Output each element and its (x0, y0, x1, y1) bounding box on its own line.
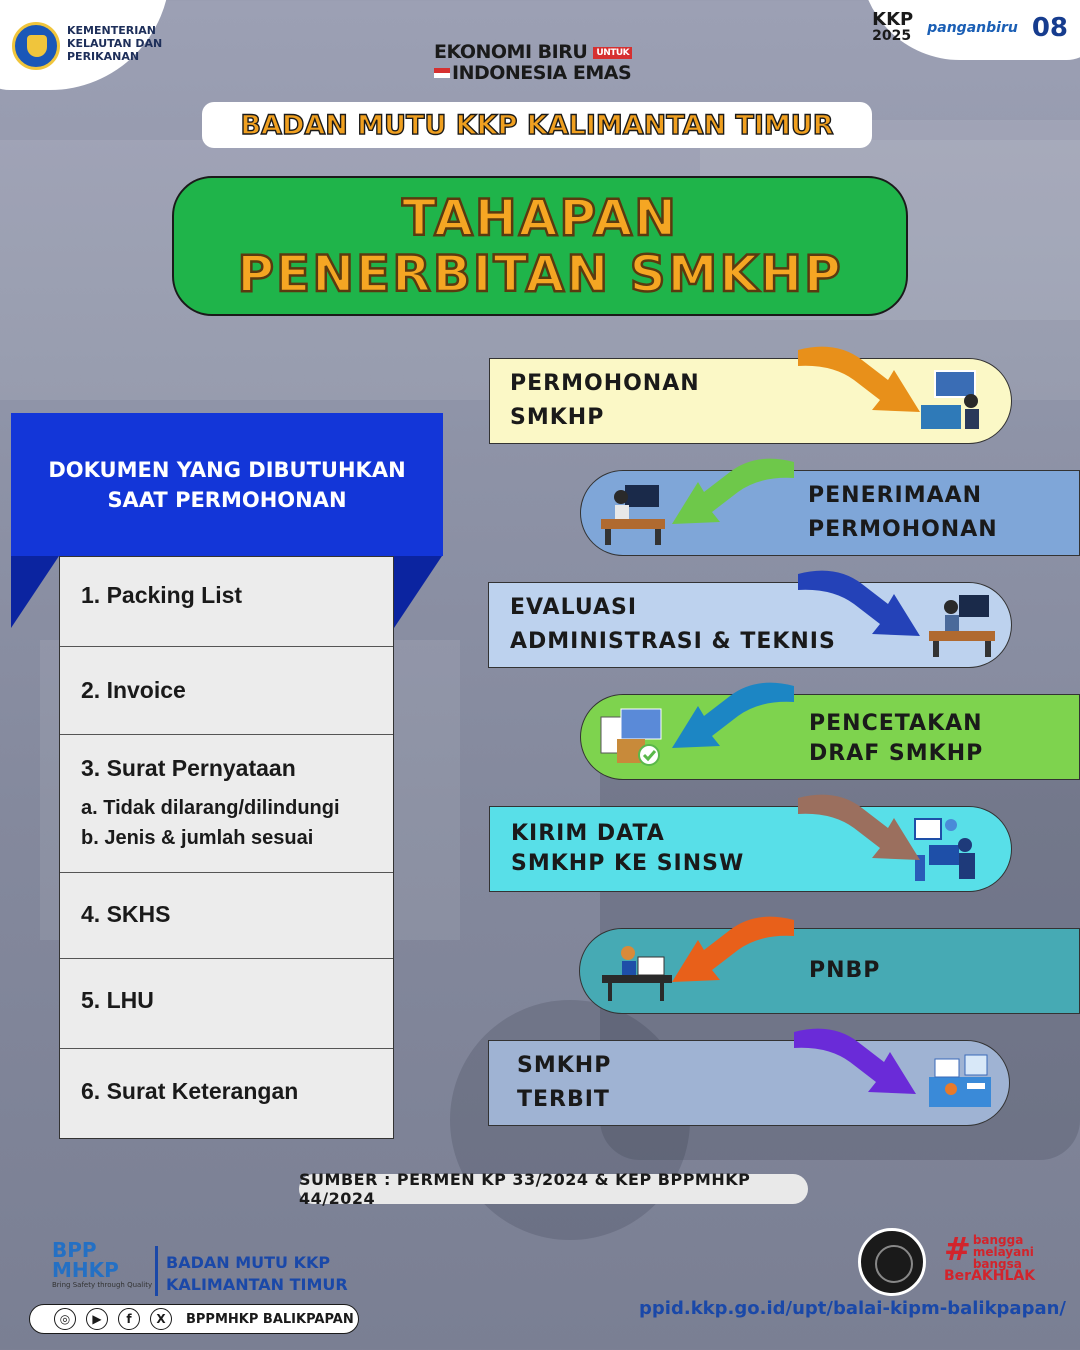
social-handle[interactable]: BPPMHKP BALIKPAPAN (186, 1311, 354, 1327)
arrow-step3-icon (796, 564, 926, 640)
list-item-label: 6. Surat Keterangan (81, 1078, 299, 1104)
ribbon-fold-right (394, 556, 442, 628)
zona-integritas-badge-icon (858, 1228, 926, 1296)
ministry-name: KEMENTERIAN KELAUTAN DAN PERIKANAN (67, 24, 163, 63)
step-kirim-data (489, 806, 1012, 892)
step-label: PNBP (809, 958, 881, 983)
step-evaluasi (488, 582, 1012, 668)
title-line1: TAHAPAN (401, 189, 679, 247)
step-pnbp (579, 928, 1080, 1014)
office-desk-icon (595, 479, 673, 549)
list-item (60, 959, 393, 1049)
youtube-icon[interactable]: ▶ (86, 1308, 108, 1330)
arrow-step1-icon (796, 340, 926, 416)
step-permohonan (489, 358, 1012, 444)
panganbiru-logo: panganbiru (927, 20, 1018, 36)
source-note: SUMBER : PERMEN KP 33/2024 & KEP BPPMHKP 44/2024 (299, 1174, 808, 1204)
x-icon[interactable]: X (150, 1308, 172, 1330)
step-label: PENERIMAAN PERMOHONAN (808, 483, 998, 542)
website-link[interactable]: ppid.kkp.go.id/upt/balai-kipm-balikpapan/ (639, 1298, 1066, 1319)
footer-office-name: BADAN MUTU KKP KALIMANTAN TIMUR (166, 1253, 348, 1294)
ministry-emblem-icon (12, 22, 60, 70)
list-item (60, 557, 393, 647)
step-label: SMKHP TERBIT (517, 1053, 612, 1112)
berakhlak-logo: # bangga melayani bangsa BerAKHLAK (944, 1230, 1036, 1284)
payment-desk-icon (598, 937, 676, 1007)
list-item-label: 2. Invoice (81, 677, 186, 703)
instagram-icon[interactable]: ◎ (54, 1308, 76, 1330)
list-item (60, 873, 393, 959)
documents-heading (11, 413, 443, 556)
footer-divider (155, 1246, 158, 1296)
list-item (60, 1049, 393, 1140)
o8-logo: 08 (1031, 13, 1068, 43)
title-line2: PENERBITAN SMKHP (237, 245, 843, 303)
documents-heading-line1: DOKUMEN YANG DIBUTUHKAN (48, 457, 406, 482)
arrow-step6-icon (666, 910, 796, 986)
step-label: KIRIM DATA SMKHP KE SINSW (511, 821, 745, 876)
facebook-icon[interactable]: f (118, 1308, 140, 1330)
arrow-step5-icon (796, 788, 926, 864)
list-subitem: a. Tidak dilarang/dilindungi (81, 797, 340, 819)
flag-icon (434, 68, 450, 78)
step-penerimaan (580, 470, 1080, 556)
arrow-step2-icon (666, 452, 796, 528)
arrow-step4-icon (666, 676, 796, 752)
list-item-label: 4. SKHS (81, 901, 171, 927)
worker-desk-icon (923, 591, 1001, 661)
documents-check-icon (595, 703, 673, 773)
ekonomi-biru-logo: EKONOMI BIRU UNTUK INDONESIA EMAS (434, 41, 632, 84)
list-item (60, 735, 393, 873)
list-item (60, 647, 393, 735)
social-media-bar (29, 1304, 359, 1334)
list-subitem: b. Jenis & jumlah sesuai (81, 827, 314, 849)
issued-certificate-icon (921, 1049, 999, 1119)
page-title (172, 176, 908, 316)
step-label: PENCETAKAN DRAF SMKHP (809, 711, 984, 766)
arrow-step7-icon (792, 1022, 922, 1098)
ribbon-fold-left (11, 556, 59, 628)
office-banner (202, 102, 872, 148)
partner-logos (872, 9, 1068, 44)
bppmhkp-logo: BPP MHKP Bring Safety through Quality (52, 1238, 153, 1289)
documents-list (59, 556, 394, 1139)
list-item-label: 1. Packing List (81, 582, 243, 608)
step-label: EVALUASI ADMINISTRASI & TEKNIS (510, 595, 836, 654)
documents-heading-line2: SAAT PERMOHONAN (107, 487, 347, 512)
list-item-label: 5. LHU (81, 987, 154, 1013)
list-item-label: 3. Surat Pernyataan (81, 755, 296, 781)
step-label: PERMOHONAN SMKHP (510, 371, 700, 430)
step-smkhp-terbit (488, 1040, 1010, 1126)
office-banner-text: BADAN MUTU KKP KALIMANTAN TIMUR (240, 109, 834, 141)
step-pencetakan (580, 694, 1080, 780)
kkp2025-logo: KKP 2025 (872, 9, 914, 44)
